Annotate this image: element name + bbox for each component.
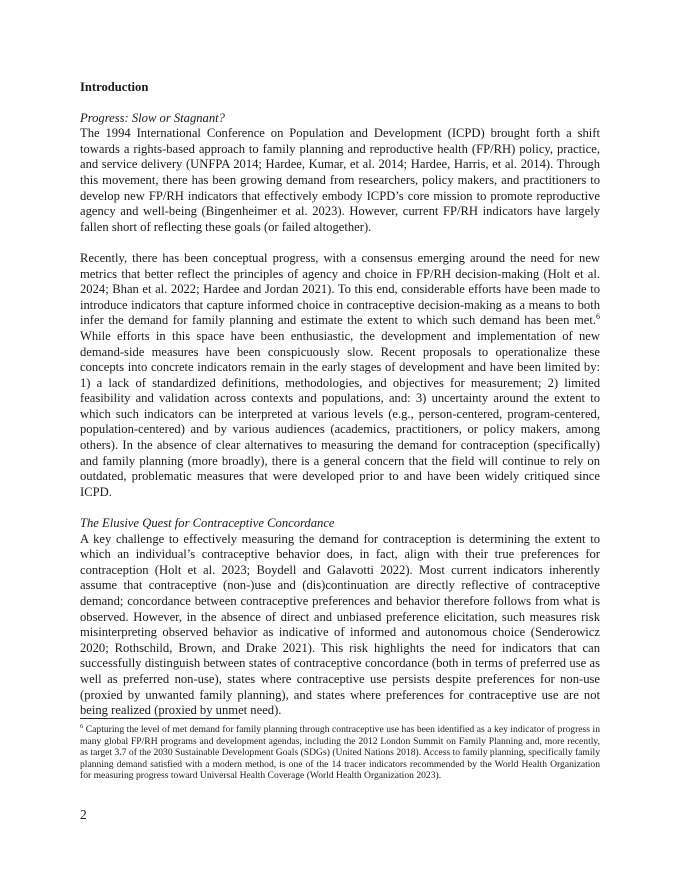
- subsection-heading-progress: Progress: Slow or Stagnant?: [80, 110, 225, 125]
- section-title: Introduction: [80, 80, 149, 94]
- subsection-heading-concordance: The Elusive Quest for Contraceptive Concordance: [80, 516, 335, 531]
- footnote-text: Capturing the level of met demand for family planning through contraceptive use has been identified as a key indicator of progress in many global FP/RH programs and development agendas, including the 2012 London Summit on Family Planning and, more recently, as target 3.7 of the 2030 Sustainable Development Goals (SDGs) (United Nations 2018). Access to family planning, specifically family planning demand satisfied with a modern method, is one of the 14 tracer indicators recommended by the World Health Organization for measuring progress toward Universal Health Coverage (World Health Organization 2023).: [80, 724, 600, 782]
- footnote-number: 6: [80, 722, 84, 730]
- paragraph-text-part2: While efforts in this space have been enthusiastic, the development and implementation of new demand-side measures have been conspicuously slow. Recent proposals to operationalize these concepts into concrete indicators remain in the early stages of development and have been limited by: 1) a lack of standardized definitions, methodologies, and objectives for measurement; 2) limited feasibility and validation across contexts and populations, and: 3) uncertainty around the extent to which such indicators can be interpreted at various levels (e.g., person-centered, program-centered, population-centered) and by various audiences (academics, practitioners, or policy makers, among others). In the absence of clear alternatives to measuring the demand for contraception (specifically) and family planning (more broadly), there is a general concern that the field will continue to rely on outdated, problematic measures that were developed prior to and have been widely critiqued since ICPD.: [80, 328, 600, 499]
- paragraph-conceptual-progress: [80, 251, 600, 501]
- footnote: [80, 724, 600, 782]
- paragraph-icpd: The 1994 International Conference on Population and Development (ICPD) brought forth a shift towards a rights-based approach to family planning and reproductive health (FP/RH) policy, practice, and service delivery (UNFPA 2014; Hardee, Kumar, et al. 2014; Hardee, Harris, et al. 2014). Through this movement, there has been growing demand from researchers, policy makers, and practitioners to develop new FP/RH indicators that effectively embody ICPD’s core mission to promote reproductive agency and well-being (Bingenheimer et al. 2023). However, current FP/RH indicators have largely fallen short of reflecting these goals (or failed altogether).: [80, 126, 600, 234]
- main-text: [80, 80, 600, 719]
- footnote-reference[interactable]: 6: [596, 312, 600, 322]
- paragraph-text-part1: Recently, there has been conceptual progress, with a consensus emerging around the need for new metrics that better reflect the principles of agency and choice in FP/RH decision-making (Holt et al. 2024; Bhan et al. 2022; Hardee and Jordan 2021). To this end, considerable efforts have been made to introduce indicators that capture informed choice in contraceptive decision-making as a means to both infer the demand for family planning and estimate the extent to which such demand has been met.: [80, 250, 600, 328]
- page-number: 2: [80, 807, 87, 822]
- paragraph-key-challenge: A key challenge to effectively measuring the demand for contraception is determining the extent to which an individual’s contraceptive behavior does, in fact, align with their true preferences for contraception (Holt et al. 2023; Boydell and Galavotti 2022). Most current indicators inherently assume that contraceptive (non-)use and (dis)continuation are directly reflective of contraceptive demand; concordance between contraceptive preferences and behavior therefore follows from what is observed. However, in the absence of direct and unbiased preference elicitation, such measures risk misinterpreting observed behavior as indicative of informed and autonomous choice (Senderowicz 2020; Rothschild, Brown, and Drake 2021). This risk highlights the need for indicators that can successfully distinguish between states of contraceptive concordance (both in terms of preferred use as well as preferred non-use), states where contraceptive use persists despite preferences for non-use (proxied by unwanted family planning), and states where preferences for contraceptive use are not being realized (proxied by unmet need).: [80, 531, 600, 718]
- footnote-divider: [80, 718, 240, 719]
